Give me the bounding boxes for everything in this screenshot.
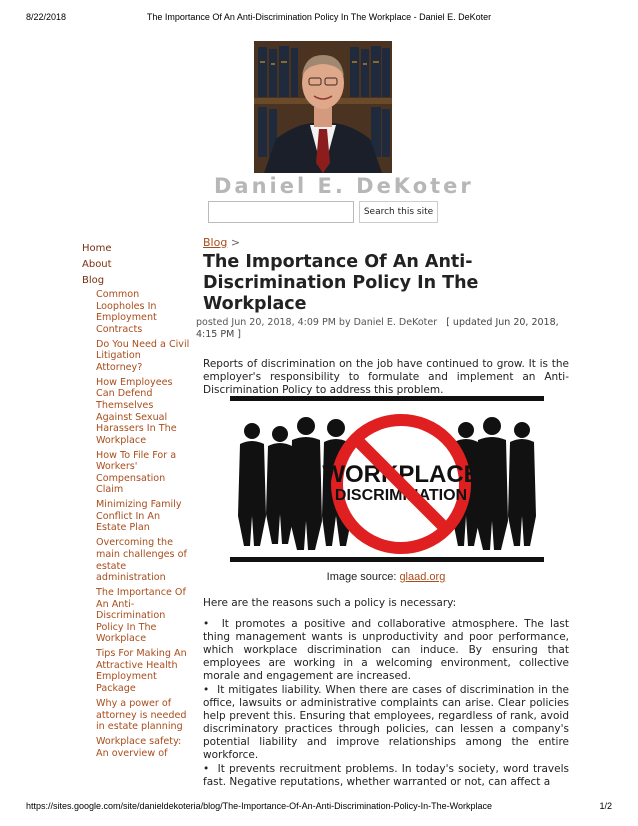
breadcrumb-blog-link[interactable]: Blog xyxy=(203,236,228,249)
image-text-discrimination: DISCRIMINATION xyxy=(334,487,468,504)
post-title: The Importance Of An Anti-Discrimination Policy In The Workplace xyxy=(203,252,479,314)
caption-source-link[interactable]: glaad.org xyxy=(399,571,446,583)
updated-info: [ updated Jun 20, 2018, 4:15 PM ] xyxy=(196,317,559,340)
image-caption xyxy=(203,571,569,583)
blog-post-link[interactable]: Overcoming the main challenges of estate administration xyxy=(96,537,187,584)
blog-post-link[interactable]: Common Loopholes In Employment Contracts xyxy=(96,289,157,335)
post-content xyxy=(196,236,569,788)
breadcrumb xyxy=(203,236,569,249)
search-button[interactable]: Search this site xyxy=(359,201,438,223)
blog-post-link-current[interactable]: The Importance Of An Anti-Discrimination Policy In The Workplace xyxy=(96,587,186,645)
print-page-title: The Importance Of An Anti-Discrimination Policy In The Workplace - Daniel E. DeKoter xyxy=(146,12,492,22)
post-meta xyxy=(196,317,569,341)
blog-post-link[interactable]: How Employees Can Defend Themselves Against Sexual Harassers In The Workplace xyxy=(96,376,177,446)
list-item-text: It mitigates liability. When there are cases of discrimination in the office, lawsuits or administrative complaints can arise. Clear policies help prevent this. Ensuring that employees, regardless of rank, avoid discriminatory practices through policies, can lessen a company's potential liability and improve relationships among the entire workforce. xyxy=(203,684,569,761)
list-item: • It mitigates liability. When there are cases of discrimination in the office, lawsuits or administrative complaints can arise. Clear policies help prevent this. Ensuring that employees, regardless of rank, avoid discriminatory practices through policies, can lessen a company's potential liability and improve relationships among the entire workforce. xyxy=(203,684,569,761)
blog-post-link[interactable]: Do You Need a Civil Litigation Attorney? xyxy=(96,338,190,373)
reasons-list xyxy=(203,618,569,790)
workplace-discrimination-image xyxy=(230,396,544,562)
nav-about[interactable]: About xyxy=(82,259,112,270)
blog-post-link[interactable]: Minimizing Family Conflict In An Estate Plan xyxy=(96,499,182,534)
blog-post-link[interactable]: Workplace safety: An overview of xyxy=(96,736,182,759)
list-item: • It prevents recruitment problems. In today's society, word travels fast. Negative reputations, whether warranted or not, can affect a xyxy=(203,763,569,788)
list-item-text: It promotes a positive and collaborative atmosphere. The last thing management wants is unproductivity and poor performance, which workplace discrimination can induce. By ensuring that employees are working in a welcoming environment, collective morale and engagement are increased. xyxy=(203,618,569,682)
intro-paragraph: Reports of discrimination on the job have continued to grow. It is the employer's responsibility to formulate and implement an Anti-Discrimination Policy to address this problem. xyxy=(203,357,569,396)
author-portrait xyxy=(254,41,392,173)
blog-post-list xyxy=(96,289,190,759)
list-item-text: It prevents recruitment problems. In today's society, word travels fast. Negative reputations, whether warranted or not, can affect a xyxy=(203,763,569,788)
site-title[interactable]: Daniel E. DeKoter xyxy=(214,174,474,198)
nav-home[interactable]: Home xyxy=(82,243,112,254)
print-url: https://sites.google.com/site/danieldekoteria/blog/The-Importance-Of-An-Anti-Discrimination-Policy-In-The-Workplace xyxy=(26,801,493,811)
blog-post-link[interactable]: Why a power of attorney is needed in estate planning xyxy=(96,697,187,733)
reasons-intro: Here are the reasons such a policy is necessary: xyxy=(203,597,457,609)
blog-post-link[interactable]: How To File For a Workers' Compensation Claim xyxy=(96,449,177,496)
posted-info: posted Jun 20, 2018, 4:09 PM by Daniel E. DeKoter xyxy=(196,317,438,328)
caption-prefix: Image source: xyxy=(326,571,397,583)
print-date: 8/22/2018 xyxy=(26,12,67,22)
print-page-number: 1/2 xyxy=(599,801,612,811)
blog-post-link[interactable]: Tips For Making An Attractive Health Employment Package xyxy=(96,648,187,695)
list-item: • It promotes a positive and collaborative atmosphere. The last thing management wants is unproductivity and poor performance, which workplace discrimination can induce. By ensuring that employees are working in a welcoming environment, collective morale and engagement are increased. xyxy=(203,618,569,682)
nav-blog[interactable]: Blog xyxy=(82,275,105,286)
search-input[interactable] xyxy=(208,201,354,223)
breadcrumb-separator: > xyxy=(230,236,241,249)
sidebar-nav xyxy=(82,241,190,763)
image-text-workplace: WORKPLACE xyxy=(322,461,480,488)
